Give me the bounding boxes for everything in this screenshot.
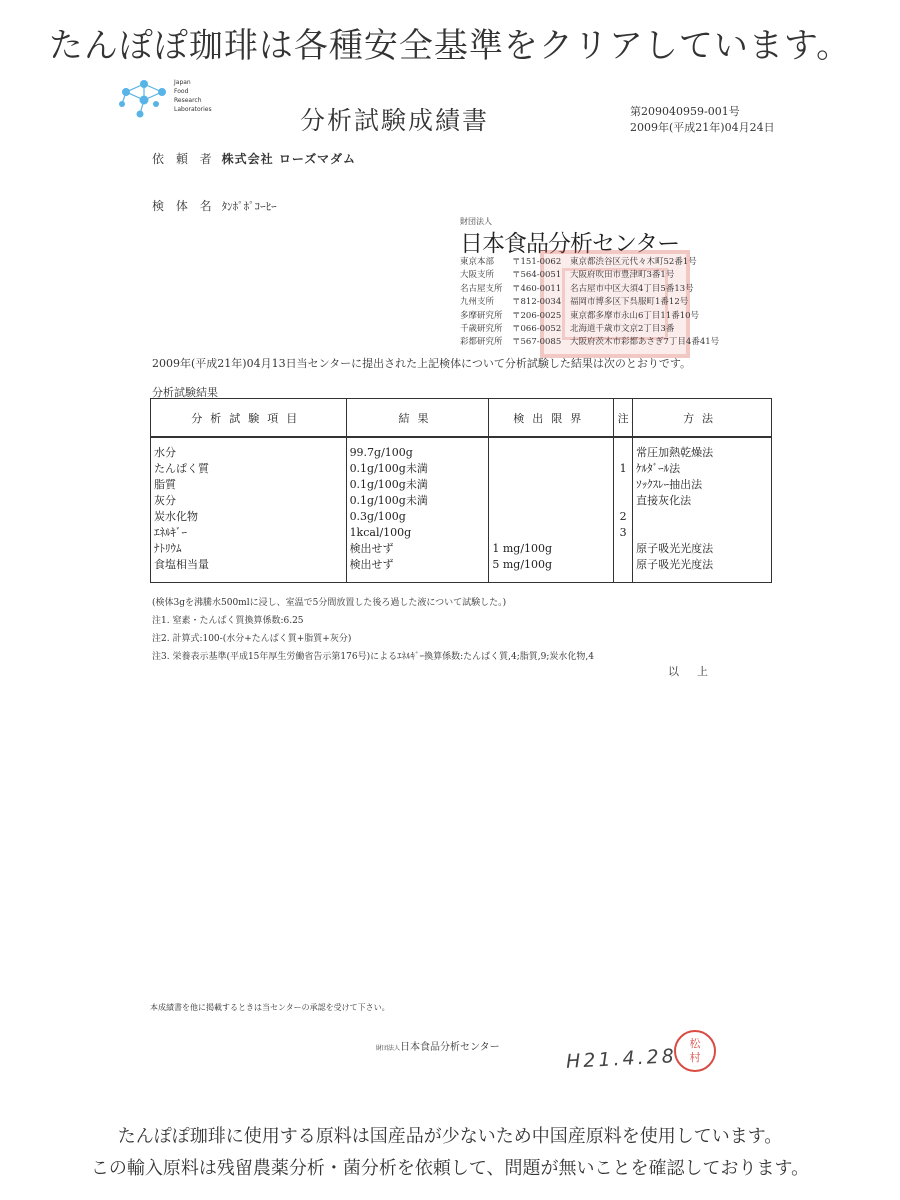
cell-item: 食塩相当量: [151, 556, 347, 583]
cell-result: 0.1g/100g未満: [346, 476, 489, 492]
table-row: [151, 508, 772, 524]
cell-note: [614, 476, 633, 492]
header-result: 結果: [346, 399, 489, 438]
branch-row: 彩都研究所 〒567-0085 大阪府茨木市彩都あさぎ7丁目4番41号: [460, 337, 720, 348]
table-row: [151, 556, 772, 583]
cell-result: 0.1g/100g未満: [346, 460, 489, 476]
cell-limit: [489, 460, 614, 476]
molecule-logo-icon: [118, 74, 172, 122]
cell-item: 灰分: [151, 492, 347, 508]
personal-seal: [674, 1030, 716, 1072]
center-name: 日本食品分析センター: [460, 231, 680, 257]
cell-method: ｿｯｸｽﾚｰ抽出法: [633, 476, 772, 492]
results-table: [150, 398, 772, 583]
header-item: 分析試験項目: [151, 399, 347, 438]
cell-method: 直接灰化法: [633, 492, 772, 508]
bottom-text-line-2: この輸入原料は残留農薬分析・菌分析を依頼して、問題が無いことを確認しております。: [90, 1158, 810, 1179]
table-row: [151, 524, 772, 540]
intro-text: 2009年(平成21年)04月13日当センターに提出された上記検体について分析試験した結果は次のとおりです。: [152, 357, 692, 370]
table-row: [151, 476, 772, 492]
table-row: [151, 492, 772, 508]
note-line: 注3. 栄養表示基準(平成15年厚生労働省告示第176号)によるｴﾈﾙｷﾞｰ換算係数:たんぱく質,4;脂質,9;炭水化物,4: [152, 652, 594, 662]
end-mark: 以上: [668, 665, 726, 678]
header-method: 方法: [633, 399, 772, 438]
cell-limit: [489, 437, 614, 460]
sample-line: 検 体 名 ﾀﾝﾎﾟﾎﾟｺｰﾋｰ: [152, 199, 277, 213]
cell-result: 0.1g/100g未満: [346, 492, 489, 508]
cell-item: たんぱく質: [151, 460, 347, 476]
cell-method: [633, 524, 772, 540]
cell-limit: [489, 508, 614, 524]
cell-method: 原子吸光光度法: [633, 540, 772, 556]
client-line: 依 頼 者 株式会社 ローズマダム: [152, 152, 356, 166]
cell-note: [614, 540, 633, 556]
cell-limit: 1 mg/100g: [489, 540, 614, 556]
cell-limit: [489, 524, 614, 540]
cell-method: 原子吸光光度法: [633, 556, 772, 583]
cell-limit: 5 mg/100g: [489, 556, 614, 583]
document-number: 第209040959-001号 2009年(平成21年)04月24日: [630, 105, 775, 134]
branch-row: 千歳研究所 〒066-0052 北海道千歳市文京2丁目3番: [460, 324, 675, 335]
cell-limit: [489, 492, 614, 508]
cell-result: 0.3g/100g: [346, 508, 489, 524]
cell-result: 検出せず: [346, 556, 489, 583]
cell-note: [614, 556, 633, 583]
bottom-text-line-1: たんぽぽ珈琲に使用する原料は国産品が少ないため中国産原料を使用しています。: [117, 1126, 783, 1147]
table-row: [151, 460, 772, 476]
note-line: 注1. 窒素・たんぱく質換算係数:6.25: [152, 616, 304, 626]
branch-row: 九州支所 〒812-0034 福岡市博多区下呉服町1番12号: [460, 297, 689, 308]
header-note: 注: [614, 399, 633, 438]
note-line: 注2. 計算式:100-(水分+たんぱく質+脂質+灰分): [152, 634, 352, 644]
branch-row: 大阪支所 〒564-0051 大阪府吹田市豊津町3番1号: [460, 270, 675, 281]
cell-note: [614, 437, 633, 460]
center-letterhead: 財団法人 日本食品分析センター: [460, 217, 680, 257]
page-headline: たんぽぽ珈琲は各種安全基準をクリアしています。: [48, 26, 852, 66]
cell-result: 99.7g/100g: [346, 437, 489, 460]
footer-note: 本成績書を他に掲載するときは当センターの承認を受けて下さい。: [150, 1003, 390, 1012]
notes: [152, 594, 594, 666]
cell-method: 常圧加熱乾燥法: [633, 437, 772, 460]
lab-logo-text: Japan Food Research Laboratories: [174, 79, 212, 113]
document-title: 分析試験成績書: [300, 106, 490, 135]
branch-row: 多摩研究所 〒206-0025 東京都多摩市永山6丁目11番10号: [460, 310, 700, 321]
branch-row: 名古屋支所 〒460-0011 名古屋市中区大須4丁目5番13号: [460, 283, 694, 294]
table-header-row: [151, 399, 772, 438]
cell-note: 2: [614, 508, 633, 524]
cell-item: ｴﾈﾙｷﾞｰ: [151, 524, 347, 540]
cell-item: 炭水化物: [151, 508, 347, 524]
cell-result: 1kcal/100g: [346, 524, 489, 540]
lab-logo: [118, 74, 228, 124]
cell-item: 水分: [151, 437, 347, 460]
note-line: (検体3gを沸騰水500mlに浸し、室温で5分間放置した後ろ過した液について試験した。): [152, 598, 507, 608]
cell-limit: [489, 476, 614, 492]
handwritten-date: H21.4.28: [565, 1045, 678, 1073]
results-label: 分析試験結果: [152, 386, 218, 399]
seal-text: 松村: [689, 1037, 701, 1064]
cell-method: ｹﾙﾀﾞｰﾙ法: [633, 460, 772, 476]
cell-note: [614, 492, 633, 508]
cell-note: 3: [614, 524, 633, 540]
cell-method: [633, 508, 772, 524]
cell-item: ﾅﾄﾘｳﾑ: [151, 540, 347, 556]
table-row: [151, 437, 772, 460]
header-limit: 検出限界: [489, 399, 614, 438]
cell-result: 検出せず: [346, 540, 489, 556]
cell-note: 1: [614, 460, 633, 476]
cell-item: 脂質: [151, 476, 347, 492]
footer-org: 財団法人日本食品分析センター: [376, 1042, 500, 1053]
branch-list: [460, 256, 719, 350]
table-row: [151, 540, 772, 556]
branch-row: 東京本部 〒151-0062 東京都渋谷区元代々木町52番1号: [460, 257, 697, 267]
